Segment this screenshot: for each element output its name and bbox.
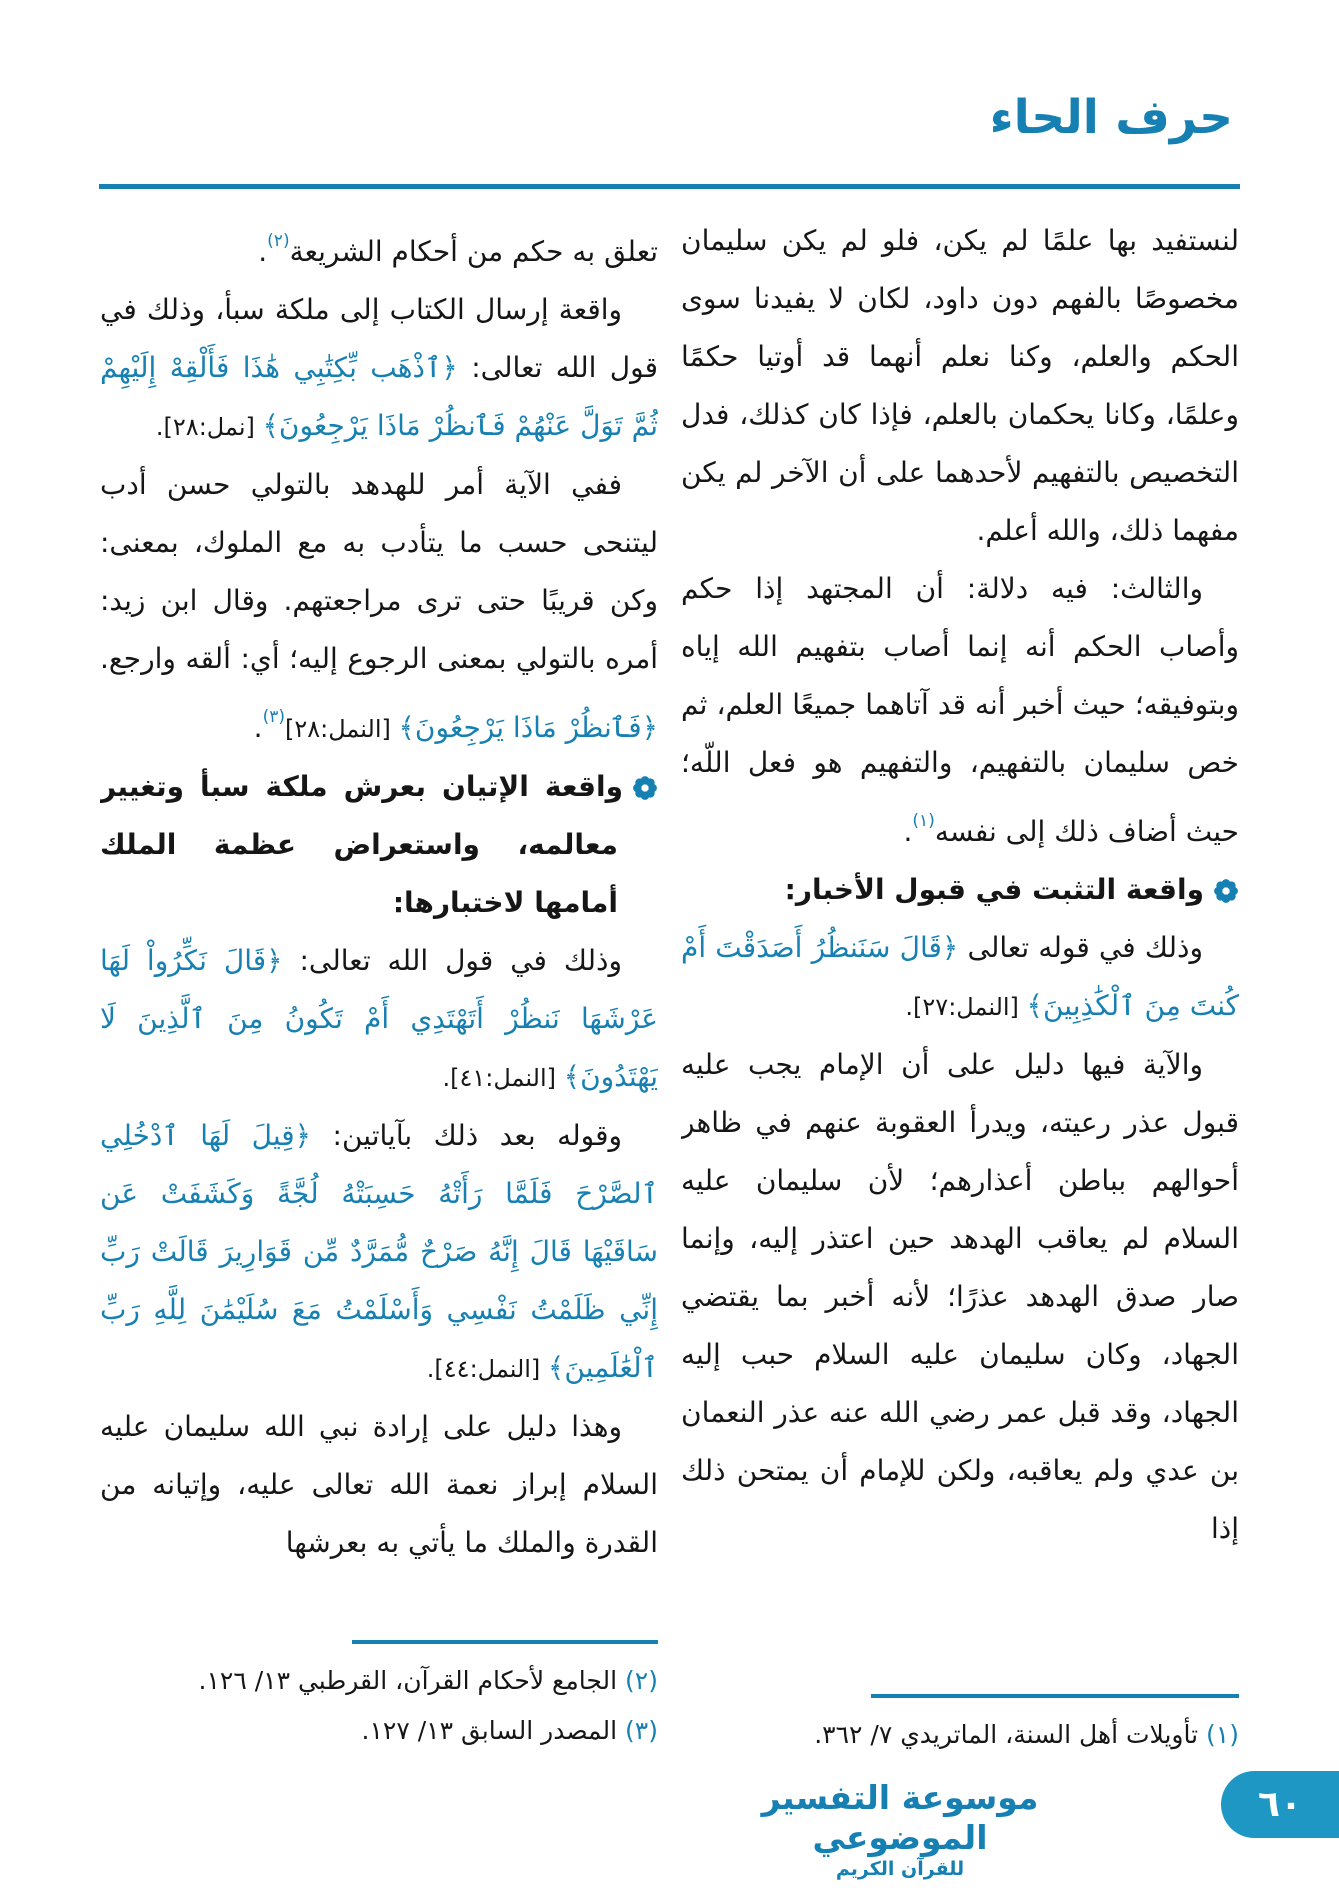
column-left (100, 212, 658, 1632)
column-right (681, 212, 1239, 1692)
paragraph (100, 1398, 658, 1572)
body-text-run: والآية فيها دليل على أن الإمام يجب عليه قبول عذر رعيته، ويدرأ العقوبة عنهم في ظاهر أحوالهم بباطن أعذارهم؛ لأن سليمان عليه السلام لم يعاقب الهدهد حين اعتذر إليه، وإنما صار صدق الهدهد عذرًا؛ لأنه أخبر بما يقتضي الجهاد، وكان سليمان عليه السلام حبب إليه الجهاد، وقد قبل عمر رضي الله عنه عذر النعمان بن عدي ولم يعاقبه، ولكن للإمام أن يمتحن ذلك إذا (681, 1048, 1239, 1545)
paragraph (681, 1036, 1239, 1558)
footnotes-right (681, 1694, 1239, 1760)
quran-verse-run: ﴿قَالَ نَكِّرُواْ لَهَا عَرْشَهَا نَنظُرْ أَتَهْتَدِي أَمْ تَكُونُ مِنَ ٱلَّذِينَ لَا يَهْتَدُونَ﴾ (100, 944, 658, 1093)
paragraph (100, 456, 658, 758)
verse-reference: [النمل:٢٨] (285, 715, 399, 743)
paragraph (681, 560, 1239, 861)
body-text-run: وذلك في قول الله تعالى: (282, 944, 622, 977)
footnote (100, 1706, 658, 1756)
verse-reference: [النمل:٤١]. (442, 1064, 564, 1092)
footnote-text: تأويلات أهل السنة، الماتريدي ٧/ ٣٦٢. (814, 1720, 1207, 1749)
header-rule (99, 184, 1240, 189)
footnote-separator (871, 1694, 1239, 1698)
paragraph (100, 932, 658, 1107)
body-text-run: وقوله بعد ذلك بآياتين: (311, 1119, 622, 1152)
body-text-run: . (253, 711, 263, 744)
footnote-marker: (٣) (262, 707, 285, 727)
footnote-separator (352, 1640, 658, 1644)
paragraph (681, 919, 1239, 1036)
logo-subtitle: للقرآن الكريم (835, 1858, 965, 1881)
footnote-marker: (٢) (267, 231, 290, 251)
publisher-logo (700, 1778, 1100, 1882)
logo-title: موسوعة التفسير الموضوعي (761, 1778, 1039, 1857)
quran-verse-run: ﴿قَالَ سَنَنظُرُ أَصَدَقْتَ أَمْ كُنتَ مِنَ ٱلْكَٰذِبِينَ﴾ (681, 931, 1239, 1022)
body-text-run: لنستفيد بها علمًا لم يكن، فلو لم يكن سليمان مخصوصًا بالفهم دون داود، لكان لا يفيدنا سوى الحكم والعلم، وكنا نعلم أنهما قد أوتيا حكمًا وعلمًا، وكانا يحكمان بالعلم، فإذا كان كذلك، فدل التخصيص بالتفهيم لأحدهما على أن الآخر لم يكن مفهما ذلك، والله أعلم. (681, 224, 1239, 547)
body-text-run: ففي الآية أمر للهدهد بالتولي حسن أدب ليتنحى حسب ما يتأدب به مع الملوك، بمعنى: وكن قريبًا حتى ترى مراجعتهم. وقال ابن زيد: أمره بالتولي بمعنى الرجوع إليه؛ أي: ألقه وارجع. (100, 468, 658, 675)
rosette-icon (632, 775, 658, 801)
body-text-run: واقعة إرسال الكتاب إلى ملكة سبأ، وذلك في قول الله تعالى: (100, 293, 658, 384)
paragraph (100, 1107, 658, 1398)
quran-verse-run: ﴿فَٱنظُرْ مَاذَا يَرْجِعُونَ﴾ (398, 711, 658, 744)
section-heading (100, 758, 658, 932)
body-text-run: واقعة الإتيان بعرش ملكة سبأ وتغيير معالمه، واستعراض عظمة الملك أمامها لاختبارها: (100, 770, 623, 919)
paragraph (100, 281, 658, 456)
body-text-run: تعلق به حكم من أحكام الشريعة (289, 235, 658, 268)
section-heading (681, 861, 1239, 919)
paragraph (100, 212, 658, 281)
footnote-text: الجامع لأحكام القرآن، القرطبي ١٣/ ١٢٦. (198, 1666, 626, 1695)
footnote-number: (٢) (625, 1666, 658, 1695)
body-text-run: واقعة التثبت في قبول الأخبار: (784, 873, 1204, 906)
page-number-tab (1221, 1771, 1339, 1838)
body-text-run: . (903, 815, 913, 848)
quran-verse-run: ﴿ٱذْهَب بِّكِتَٰبِي هَٰذَا فَأَلْقِهْ إِلَيْهِمْ ثُمَّ تَوَلَّ عَنْهُمْ فَٱنظُرْ مَاذَا يَرْجِعُونَ﴾ (100, 351, 658, 442)
footnote-marker: (١) (912, 811, 935, 831)
footnote (100, 1656, 658, 1706)
body-text-run: وذلك في قوله تعالى (958, 931, 1203, 964)
verse-reference: [نمل:٢٨]. (155, 413, 263, 441)
footnote-number: (١) (1206, 1720, 1239, 1749)
footnotes-left (100, 1640, 658, 1756)
chapter-header: حرف الحاء (989, 90, 1233, 145)
footnote-text: المصدر السابق ١٣/ ١٢٧. (361, 1716, 626, 1745)
paragraph (681, 212, 1239, 560)
page-number: ٦٠ (1258, 1784, 1302, 1825)
verse-reference: [النمل:٤٤]. (426, 1355, 548, 1383)
body-text-run: والثالث: فيه دلالة: أن المجتهد إذا حكم وأصاب الحكم أنه إنما أصاب بتفهيم الله إياه وبتوفيقه؛ حيث أخبر أنه قد آتاهما جميعًا العلم، ثم خص سليمان بالتفهيم، والتفهيم هو فعل اللّه؛ حيث أضاف ذلك إلى نفسه (681, 572, 1239, 848)
body-text-run: . (258, 235, 268, 268)
verse-reference: [النمل:٢٧]. (905, 993, 1027, 1021)
body-text-run: وهذا دليل على إرادة نبي الله سليمان عليه السلام إبراز نعمة الله تعالى عليه، وإتيانه من القدرة والملك ما يأتي به بعرشها (100, 1410, 658, 1559)
quran-verse-run: ﴿قِيلَ لَهَا ٱدْخُلِي ٱلصَّرْحَ فَلَمَّا رَأَتْهُ حَسِبَتْهُ لُجَّةً وَكَشَفَتْ عَن سَاقَيْهَا قَالَ إِنَّهُ صَرْحٌ مُّمَرَّدٌ مِّن قَوَارِيرَ قَالَتْ رَبِّ إِنِّي ظَلَمْتُ نَفْسِي وَأَسْلَمْتُ مَعَ سُلَيْمَٰنَ لِلَّهِ رَبِّ ٱلْعَٰلَمِينَ﴾ (100, 1119, 658, 1384)
footnote-number: (٣) (625, 1716, 658, 1745)
footnote (681, 1710, 1239, 1760)
rosette-icon (1213, 878, 1239, 904)
